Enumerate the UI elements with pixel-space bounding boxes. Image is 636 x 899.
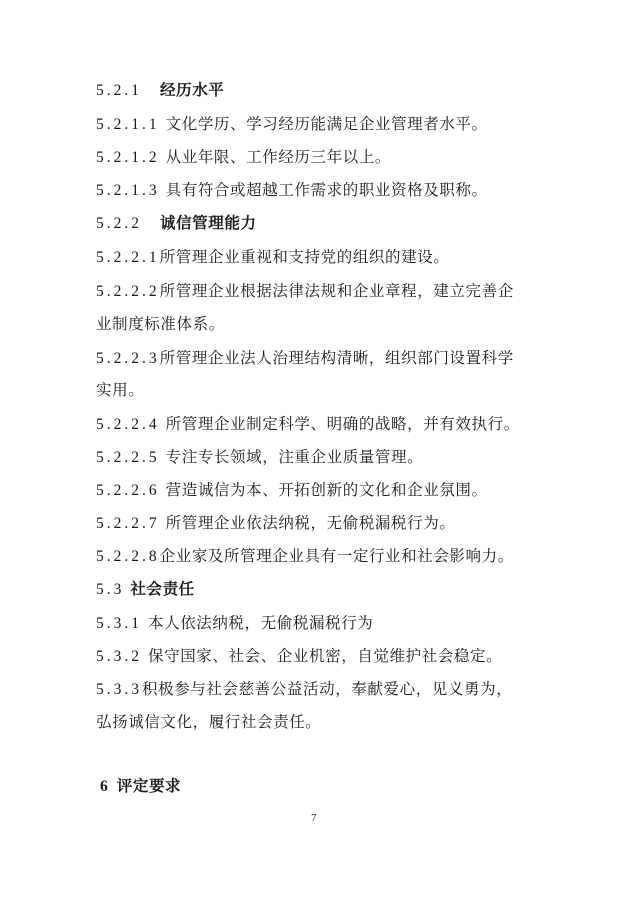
clause-number: 5.2.2.6 xyxy=(96,482,160,499)
clause-text: 积极参与社会慈善公益活动，奉献爱心，见义勇为， xyxy=(142,680,513,698)
clause-number: 5.2.2.1 xyxy=(96,249,160,266)
clause-5-2-2-1 xyxy=(96,247,449,268)
heading-6 xyxy=(100,776,181,797)
clause-continuation xyxy=(96,712,321,732)
clause-number: 5.2.1.1 xyxy=(96,116,160,133)
section-number: 5.3 xyxy=(96,581,125,598)
clause-number: 5.2.2.3 xyxy=(96,350,160,367)
clause-5-2-2-2 xyxy=(96,281,514,302)
clause-5-2-2-6 xyxy=(96,480,488,501)
section-number: 5.2.2 xyxy=(96,215,142,232)
clause-text: 所管理企业制定科学、明确的战略，并有效执行。 xyxy=(165,415,520,433)
clause-number: 5.2.2.4 xyxy=(96,416,160,433)
clause-5-2-2-8 xyxy=(96,546,514,567)
clause-5-3-2 xyxy=(96,646,502,667)
clause-number: 5.3.3 xyxy=(96,681,142,698)
clause-number: 5.2.1.3 xyxy=(96,182,160,199)
section-number: 5.2.1 xyxy=(96,82,142,99)
clause-text: 保守国家、社会、企业机密，自觉维护社会稳定。 xyxy=(148,647,503,665)
section-title: 社会责任 xyxy=(130,579,195,598)
clause-text: 文化学历、学习经历能满足企业管理者水平。 xyxy=(165,115,488,133)
clause-text: 从业年限、工作经历三年以上。 xyxy=(165,148,392,166)
clause-text: 弘扬诚信文化，履行社会责任。 xyxy=(96,713,322,731)
clause-number: 5.3.2 xyxy=(96,648,142,665)
clause-continuation xyxy=(96,314,225,334)
clause-number: 5.2.1.2 xyxy=(96,149,160,166)
clause-5-2-2-4 xyxy=(96,414,520,435)
clause-number: 5.2.2.5 xyxy=(96,449,160,466)
heading-5-2-1 xyxy=(96,80,224,101)
heading-5-2-2 xyxy=(96,213,257,234)
clause-continuation xyxy=(96,380,144,400)
section-title: 评定要求 xyxy=(116,776,182,795)
clause-5-2-1-3 xyxy=(96,180,488,201)
clause-text: 所管理企业法人治理结构清晰，组织部门设置科学 xyxy=(159,349,514,367)
clause-5-3-3 xyxy=(96,679,512,700)
clause-number: 5.3.1 xyxy=(96,615,142,632)
clause-5-2-1-2 xyxy=(96,147,391,168)
section-title: 经历水平 xyxy=(160,80,225,99)
clause-text: 具有符合或超越工作需求的职业资格及职称。 xyxy=(165,181,488,199)
clause-number: 5.2.2.7 xyxy=(96,515,160,532)
clause-5-2-2-3 xyxy=(96,348,514,369)
clause-text: 所管理企业重视和支持党的组织的建设。 xyxy=(159,248,450,266)
clause-text: 本人依法纳税，无偷税漏税行为 xyxy=(148,614,374,632)
heading-5-3 xyxy=(96,579,195,600)
clause-text: 业制度标准体系。 xyxy=(96,315,225,333)
clause-5-2-2-5 xyxy=(96,447,423,468)
clause-5-3-1 xyxy=(96,613,373,634)
clause-text: 所管理企业根据法律法规和企业章程，建立完善企 xyxy=(159,282,514,300)
clause-text: 所管理企业依法纳税，无偷税漏税行为。 xyxy=(165,514,456,532)
clause-number: 5.2.2.2 xyxy=(96,283,160,300)
clause-5-2-1-1 xyxy=(96,114,488,135)
clause-5-2-2-7 xyxy=(96,513,455,534)
page-number: 7 xyxy=(311,812,317,824)
clause-text: 实用。 xyxy=(96,381,145,399)
section-number: 6 xyxy=(100,778,111,795)
clause-text: 营造诚信为本、开拓创新的文化和企业氛围。 xyxy=(165,481,488,499)
clause-text: 企业家及所管理企业具有一定行业和社会影响力。 xyxy=(159,547,514,565)
clause-number: 5.2.2.8 xyxy=(96,548,160,565)
clause-text: 专注专长领域，注重企业质量管理。 xyxy=(165,448,424,466)
section-title: 诚信管理能力 xyxy=(160,213,257,232)
